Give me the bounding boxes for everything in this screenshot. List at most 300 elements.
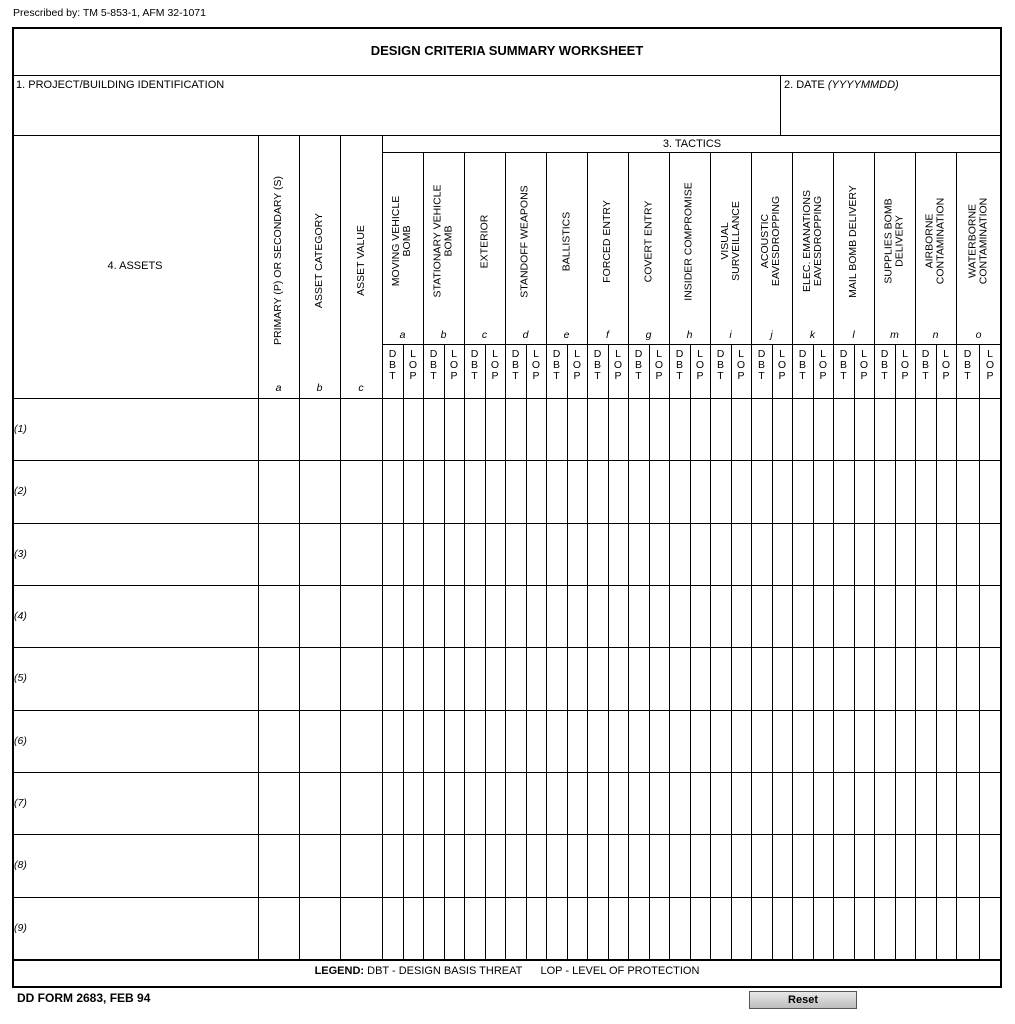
- lop-field[interactable]: [690, 647, 710, 709]
- dbt-field[interactable]: [915, 460, 936, 522]
- lop-field[interactable]: [854, 897, 874, 959]
- lop-field[interactable]: [403, 460, 423, 522]
- dbt-field[interactable]: [792, 834, 813, 896]
- dbt-field[interactable]: [915, 585, 936, 647]
- lop-field[interactable]: [731, 460, 751, 522]
- dbt-field[interactable]: [669, 710, 690, 772]
- lop-field[interactable]: [444, 398, 464, 460]
- dbt-field[interactable]: [505, 585, 526, 647]
- dbt-field[interactable]: [792, 710, 813, 772]
- dbt-field[interactable]: [546, 710, 567, 772]
- lop-field[interactable]: [772, 897, 792, 959]
- dbt-field[interactable]: [382, 398, 403, 460]
- lop-field[interactable]: [772, 710, 792, 772]
- dbt-field[interactable]: [505, 647, 526, 709]
- dbt-field[interactable]: [464, 710, 485, 772]
- dbt-field[interactable]: [546, 460, 567, 522]
- dbt-field[interactable]: [669, 585, 690, 647]
- lop-field[interactable]: [567, 398, 587, 460]
- lop-field[interactable]: [444, 585, 464, 647]
- dbt-field[interactable]: [874, 398, 895, 460]
- lop-field[interactable]: [936, 772, 956, 834]
- dbt-field[interactable]: [587, 772, 608, 834]
- dbt-field[interactable]: [751, 460, 772, 522]
- dbt-field[interactable]: [751, 710, 772, 772]
- dbt-field[interactable]: [382, 523, 403, 585]
- lop-field[interactable]: [936, 460, 956, 522]
- dbt-field[interactable]: [546, 772, 567, 834]
- lop-field[interactable]: [608, 460, 628, 522]
- asset-attribute-field[interactable]: [340, 398, 382, 460]
- dbt-field[interactable]: [669, 834, 690, 896]
- dbt-field[interactable]: [792, 523, 813, 585]
- dbt-field[interactable]: [751, 834, 772, 896]
- lop-field[interactable]: [403, 585, 423, 647]
- lop-field[interactable]: [690, 460, 710, 522]
- asset-attribute-field[interactable]: [299, 398, 340, 460]
- dbt-field[interactable]: [915, 834, 936, 896]
- asset-attribute-field[interactable]: [258, 585, 299, 647]
- lop-field[interactable]: [485, 523, 505, 585]
- lop-field[interactable]: [731, 897, 751, 959]
- dbt-field[interactable]: [628, 647, 649, 709]
- asset-attribute-field[interactable]: [340, 897, 382, 959]
- lop-field[interactable]: [649, 585, 669, 647]
- lop-field[interactable]: [772, 460, 792, 522]
- dbt-field[interactable]: [874, 523, 895, 585]
- lop-field[interactable]: [403, 834, 423, 896]
- dbt-field[interactable]: [546, 834, 567, 896]
- lop-field[interactable]: [813, 647, 833, 709]
- lop-field[interactable]: [813, 585, 833, 647]
- lop-field[interactable]: [649, 460, 669, 522]
- lop-field[interactable]: [444, 647, 464, 709]
- lop-field[interactable]: [485, 398, 505, 460]
- lop-field[interactable]: [444, 710, 464, 772]
- dbt-field[interactable]: [423, 398, 444, 460]
- lop-field[interactable]: [444, 897, 464, 959]
- asset-name-field[interactable]: [12, 897, 258, 959]
- lop-field[interactable]: [608, 897, 628, 959]
- lop-field[interactable]: [854, 710, 874, 772]
- lop-field[interactable]: [649, 398, 669, 460]
- lop-field[interactable]: [567, 772, 587, 834]
- lop-field[interactable]: [895, 460, 915, 522]
- lop-field[interactable]: [936, 710, 956, 772]
- dbt-field[interactable]: [956, 523, 979, 585]
- dbt-field[interactable]: [874, 585, 895, 647]
- lop-field[interactable]: [895, 523, 915, 585]
- asset-attribute-field[interactable]: [299, 585, 340, 647]
- dbt-field[interactable]: [546, 398, 567, 460]
- lop-field[interactable]: [690, 897, 710, 959]
- lop-field[interactable]: [813, 834, 833, 896]
- dbt-field[interactable]: [710, 398, 731, 460]
- dbt-field[interactable]: [751, 772, 772, 834]
- dbt-field[interactable]: [833, 523, 854, 585]
- dbt-field[interactable]: [423, 834, 444, 896]
- dbt-field[interactable]: [505, 398, 526, 460]
- asset-attribute-field[interactable]: [299, 710, 340, 772]
- dbt-field[interactable]: [751, 897, 772, 959]
- dbt-field[interactable]: [423, 523, 444, 585]
- lop-field[interactable]: [649, 834, 669, 896]
- dbt-field[interactable]: [423, 585, 444, 647]
- dbt-field[interactable]: [751, 523, 772, 585]
- dbt-field[interactable]: [792, 398, 813, 460]
- asset-attribute-field[interactable]: [299, 523, 340, 585]
- lop-field[interactable]: [444, 523, 464, 585]
- lop-field[interactable]: [895, 772, 915, 834]
- dbt-field[interactable]: [874, 460, 895, 522]
- asset-attribute-field[interactable]: [299, 647, 340, 709]
- lop-field[interactable]: [979, 772, 1001, 834]
- dbt-field[interactable]: [956, 772, 979, 834]
- lop-field[interactable]: [772, 585, 792, 647]
- lop-field[interactable]: [567, 460, 587, 522]
- dbt-field[interactable]: [382, 647, 403, 709]
- asset-attribute-field[interactable]: [340, 710, 382, 772]
- project-input[interactable]: [14, 95, 778, 133]
- reset-button[interactable]: Reset: [749, 991, 857, 1009]
- dbt-field[interactable]: [792, 772, 813, 834]
- lop-field[interactable]: [979, 647, 1001, 709]
- dbt-field[interactable]: [669, 772, 690, 834]
- dbt-field[interactable]: [505, 897, 526, 959]
- dbt-field[interactable]: [710, 897, 731, 959]
- dbt-field[interactable]: [915, 897, 936, 959]
- dbt-field[interactable]: [669, 897, 690, 959]
- dbt-field[interactable]: [915, 398, 936, 460]
- asset-attribute-field[interactable]: [340, 772, 382, 834]
- dbt-field[interactable]: [546, 897, 567, 959]
- dbt-field[interactable]: [382, 772, 403, 834]
- lop-field[interactable]: [567, 585, 587, 647]
- dbt-field[interactable]: [464, 585, 485, 647]
- lop-field[interactable]: [526, 523, 546, 585]
- lop-field[interactable]: [526, 585, 546, 647]
- dbt-field[interactable]: [956, 834, 979, 896]
- dbt-field[interactable]: [587, 647, 608, 709]
- dbt-field[interactable]: [956, 897, 979, 959]
- dbt-field[interactable]: [587, 398, 608, 460]
- dbt-field[interactable]: [587, 523, 608, 585]
- dbt-field[interactable]: [833, 398, 854, 460]
- dbt-field[interactable]: [669, 523, 690, 585]
- lop-field[interactable]: [936, 647, 956, 709]
- lop-field[interactable]: [608, 710, 628, 772]
- lop-field[interactable]: [854, 647, 874, 709]
- lop-field[interactable]: [403, 523, 423, 585]
- lop-field[interactable]: [731, 710, 751, 772]
- lop-field[interactable]: [690, 585, 710, 647]
- lop-field[interactable]: [813, 398, 833, 460]
- dbt-field[interactable]: [628, 772, 649, 834]
- dbt-field[interactable]: [423, 710, 444, 772]
- dbt-field[interactable]: [792, 897, 813, 959]
- lop-field[interactable]: [895, 647, 915, 709]
- lop-field[interactable]: [690, 398, 710, 460]
- dbt-field[interactable]: [874, 897, 895, 959]
- dbt-field[interactable]: [833, 647, 854, 709]
- dbt-field[interactable]: [710, 647, 731, 709]
- lop-field[interactable]: [731, 647, 751, 709]
- dbt-field[interactable]: [628, 834, 649, 896]
- dbt-field[interactable]: [956, 460, 979, 522]
- dbt-field[interactable]: [956, 585, 979, 647]
- dbt-field[interactable]: [628, 460, 649, 522]
- lop-field[interactable]: [895, 585, 915, 647]
- dbt-field[interactable]: [792, 647, 813, 709]
- lop-field[interactable]: [403, 710, 423, 772]
- dbt-field[interactable]: [382, 460, 403, 522]
- lop-field[interactable]: [444, 460, 464, 522]
- lop-field[interactable]: [526, 897, 546, 959]
- dbt-field[interactable]: [546, 585, 567, 647]
- asset-name-field[interactable]: [12, 647, 258, 709]
- lop-field[interactable]: [567, 710, 587, 772]
- lop-field[interactable]: [444, 834, 464, 896]
- asset-name-field[interactable]: [12, 460, 258, 522]
- dbt-field[interactable]: [874, 710, 895, 772]
- lop-field[interactable]: [485, 647, 505, 709]
- asset-attribute-field[interactable]: [299, 460, 340, 522]
- dbt-field[interactable]: [423, 647, 444, 709]
- asset-attribute-field[interactable]: [258, 710, 299, 772]
- lop-field[interactable]: [690, 772, 710, 834]
- dbt-field[interactable]: [587, 834, 608, 896]
- lop-field[interactable]: [731, 585, 751, 647]
- lop-field[interactable]: [485, 834, 505, 896]
- lop-field[interactable]: [813, 710, 833, 772]
- lop-field[interactable]: [567, 523, 587, 585]
- lop-field[interactable]: [936, 585, 956, 647]
- lop-field[interactable]: [485, 710, 505, 772]
- lop-field[interactable]: [526, 772, 546, 834]
- dbt-field[interactable]: [792, 460, 813, 522]
- dbt-field[interactable]: [423, 897, 444, 959]
- lop-field[interactable]: [608, 834, 628, 896]
- lop-field[interactable]: [608, 647, 628, 709]
- lop-field[interactable]: [485, 585, 505, 647]
- lop-field[interactable]: [936, 523, 956, 585]
- asset-name-field[interactable]: [12, 834, 258, 896]
- dbt-field[interactable]: [423, 460, 444, 522]
- lop-field[interactable]: [526, 460, 546, 522]
- lop-field[interactable]: [731, 834, 751, 896]
- lop-field[interactable]: [979, 710, 1001, 772]
- dbt-field[interactable]: [833, 772, 854, 834]
- asset-attribute-field[interactable]: [258, 523, 299, 585]
- lop-field[interactable]: [772, 772, 792, 834]
- asset-attribute-field[interactable]: [340, 523, 382, 585]
- lop-field[interactable]: [854, 523, 874, 585]
- dbt-field[interactable]: [956, 647, 979, 709]
- lop-field[interactable]: [979, 398, 1001, 460]
- lop-field[interactable]: [403, 897, 423, 959]
- dbt-field[interactable]: [382, 834, 403, 896]
- dbt-field[interactable]: [792, 585, 813, 647]
- dbt-field[interactable]: [833, 585, 854, 647]
- asset-attribute-field[interactable]: [340, 834, 382, 896]
- dbt-field[interactable]: [505, 523, 526, 585]
- lop-field[interactable]: [731, 523, 751, 585]
- lop-field[interactable]: [979, 897, 1001, 959]
- dbt-field[interactable]: [915, 772, 936, 834]
- lop-field[interactable]: [854, 585, 874, 647]
- asset-name-field[interactable]: [12, 523, 258, 585]
- asset-name-field[interactable]: [12, 398, 258, 460]
- lop-field[interactable]: [895, 710, 915, 772]
- dbt-field[interactable]: [628, 523, 649, 585]
- dbt-field[interactable]: [628, 585, 649, 647]
- dbt-field[interactable]: [669, 647, 690, 709]
- dbt-field[interactable]: [669, 398, 690, 460]
- dbt-field[interactable]: [464, 772, 485, 834]
- lop-field[interactable]: [649, 647, 669, 709]
- asset-attribute-field[interactable]: [340, 647, 382, 709]
- lop-field[interactable]: [649, 523, 669, 585]
- dbt-field[interactable]: [505, 460, 526, 522]
- lop-field[interactable]: [936, 897, 956, 959]
- lop-field[interactable]: [485, 460, 505, 522]
- lop-field[interactable]: [526, 398, 546, 460]
- lop-field[interactable]: [567, 834, 587, 896]
- lop-field[interactable]: [854, 460, 874, 522]
- dbt-field[interactable]: [587, 585, 608, 647]
- asset-attribute-field[interactable]: [258, 772, 299, 834]
- lop-field[interactable]: [772, 398, 792, 460]
- dbt-field[interactable]: [546, 647, 567, 709]
- dbt-field[interactable]: [464, 523, 485, 585]
- lop-field[interactable]: [979, 834, 1001, 896]
- dbt-field[interactable]: [874, 834, 895, 896]
- lop-field[interactable]: [608, 772, 628, 834]
- lop-field[interactable]: [854, 772, 874, 834]
- lop-field[interactable]: [772, 523, 792, 585]
- lop-field[interactable]: [567, 897, 587, 959]
- lop-field[interactable]: [936, 398, 956, 460]
- lop-field[interactable]: [690, 523, 710, 585]
- dbt-field[interactable]: [874, 647, 895, 709]
- lop-field[interactable]: [690, 710, 710, 772]
- lop-field[interactable]: [403, 647, 423, 709]
- lop-field[interactable]: [608, 585, 628, 647]
- lop-field[interactable]: [936, 834, 956, 896]
- asset-name-field[interactable]: [12, 772, 258, 834]
- lop-field[interactable]: [567, 647, 587, 709]
- lop-field[interactable]: [690, 834, 710, 896]
- lop-field[interactable]: [649, 772, 669, 834]
- lop-field[interactable]: [731, 772, 751, 834]
- dbt-field[interactable]: [710, 585, 731, 647]
- lop-field[interactable]: [526, 834, 546, 896]
- dbt-field[interactable]: [710, 460, 731, 522]
- dbt-field[interactable]: [833, 897, 854, 959]
- lop-field[interactable]: [895, 834, 915, 896]
- dbt-field[interactable]: [382, 585, 403, 647]
- dbt-field[interactable]: [956, 398, 979, 460]
- lop-field[interactable]: [979, 523, 1001, 585]
- dbt-field[interactable]: [505, 834, 526, 896]
- date-input[interactable]: [782, 95, 1000, 133]
- dbt-field[interactable]: [464, 834, 485, 896]
- lop-field[interactable]: [403, 772, 423, 834]
- dbt-field[interactable]: [382, 710, 403, 772]
- lop-field[interactable]: [731, 398, 751, 460]
- dbt-field[interactable]: [505, 772, 526, 834]
- dbt-field[interactable]: [628, 897, 649, 959]
- dbt-field[interactable]: [464, 897, 485, 959]
- lop-field[interactable]: [403, 398, 423, 460]
- asset-attribute-field[interactable]: [299, 897, 340, 959]
- lop-field[interactable]: [608, 398, 628, 460]
- dbt-field[interactable]: [833, 834, 854, 896]
- lop-field[interactable]: [813, 523, 833, 585]
- dbt-field[interactable]: [710, 710, 731, 772]
- lop-field[interactable]: [895, 897, 915, 959]
- lop-field[interactable]: [854, 834, 874, 896]
- dbt-field[interactable]: [751, 398, 772, 460]
- asset-attribute-field[interactable]: [299, 834, 340, 896]
- dbt-field[interactable]: [710, 523, 731, 585]
- dbt-field[interactable]: [587, 897, 608, 959]
- dbt-field[interactable]: [464, 647, 485, 709]
- dbt-field[interactable]: [956, 710, 979, 772]
- dbt-field[interactable]: [628, 398, 649, 460]
- asset-attribute-field[interactable]: [340, 460, 382, 522]
- dbt-field[interactable]: [546, 523, 567, 585]
- lop-field[interactable]: [979, 585, 1001, 647]
- asset-attribute-field[interactable]: [299, 772, 340, 834]
- dbt-field[interactable]: [464, 398, 485, 460]
- lop-field[interactable]: [649, 710, 669, 772]
- lop-field[interactable]: [979, 460, 1001, 522]
- dbt-field[interactable]: [833, 460, 854, 522]
- asset-attribute-field[interactable]: [340, 585, 382, 647]
- dbt-field[interactable]: [874, 772, 895, 834]
- dbt-field[interactable]: [833, 710, 854, 772]
- lop-field[interactable]: [526, 647, 546, 709]
- dbt-field[interactable]: [464, 460, 485, 522]
- lop-field[interactable]: [485, 772, 505, 834]
- dbt-field[interactable]: [710, 834, 731, 896]
- dbt-field[interactable]: [710, 772, 731, 834]
- lop-field[interactable]: [485, 897, 505, 959]
- dbt-field[interactable]: [628, 710, 649, 772]
- lop-field[interactable]: [608, 523, 628, 585]
- dbt-field[interactable]: [382, 897, 403, 959]
- asset-attribute-field[interactable]: [258, 398, 299, 460]
- dbt-field[interactable]: [915, 647, 936, 709]
- asset-name-field[interactable]: [12, 710, 258, 772]
- lop-field[interactable]: [895, 398, 915, 460]
- lop-field[interactable]: [813, 460, 833, 522]
- dbt-field[interactable]: [505, 710, 526, 772]
- asset-attribute-field[interactable]: [258, 897, 299, 959]
- asset-attribute-field[interactable]: [258, 834, 299, 896]
- lop-field[interactable]: [813, 897, 833, 959]
- dbt-field[interactable]: [587, 710, 608, 772]
- lop-field[interactable]: [526, 710, 546, 772]
- lop-field[interactable]: [649, 897, 669, 959]
- dbt-field[interactable]: [669, 460, 690, 522]
- dbt-field[interactable]: [915, 523, 936, 585]
- dbt-field[interactable]: [587, 460, 608, 522]
- dbt-field[interactable]: [751, 585, 772, 647]
- asset-attribute-field[interactable]: [258, 647, 299, 709]
- dbt-field[interactable]: [423, 772, 444, 834]
